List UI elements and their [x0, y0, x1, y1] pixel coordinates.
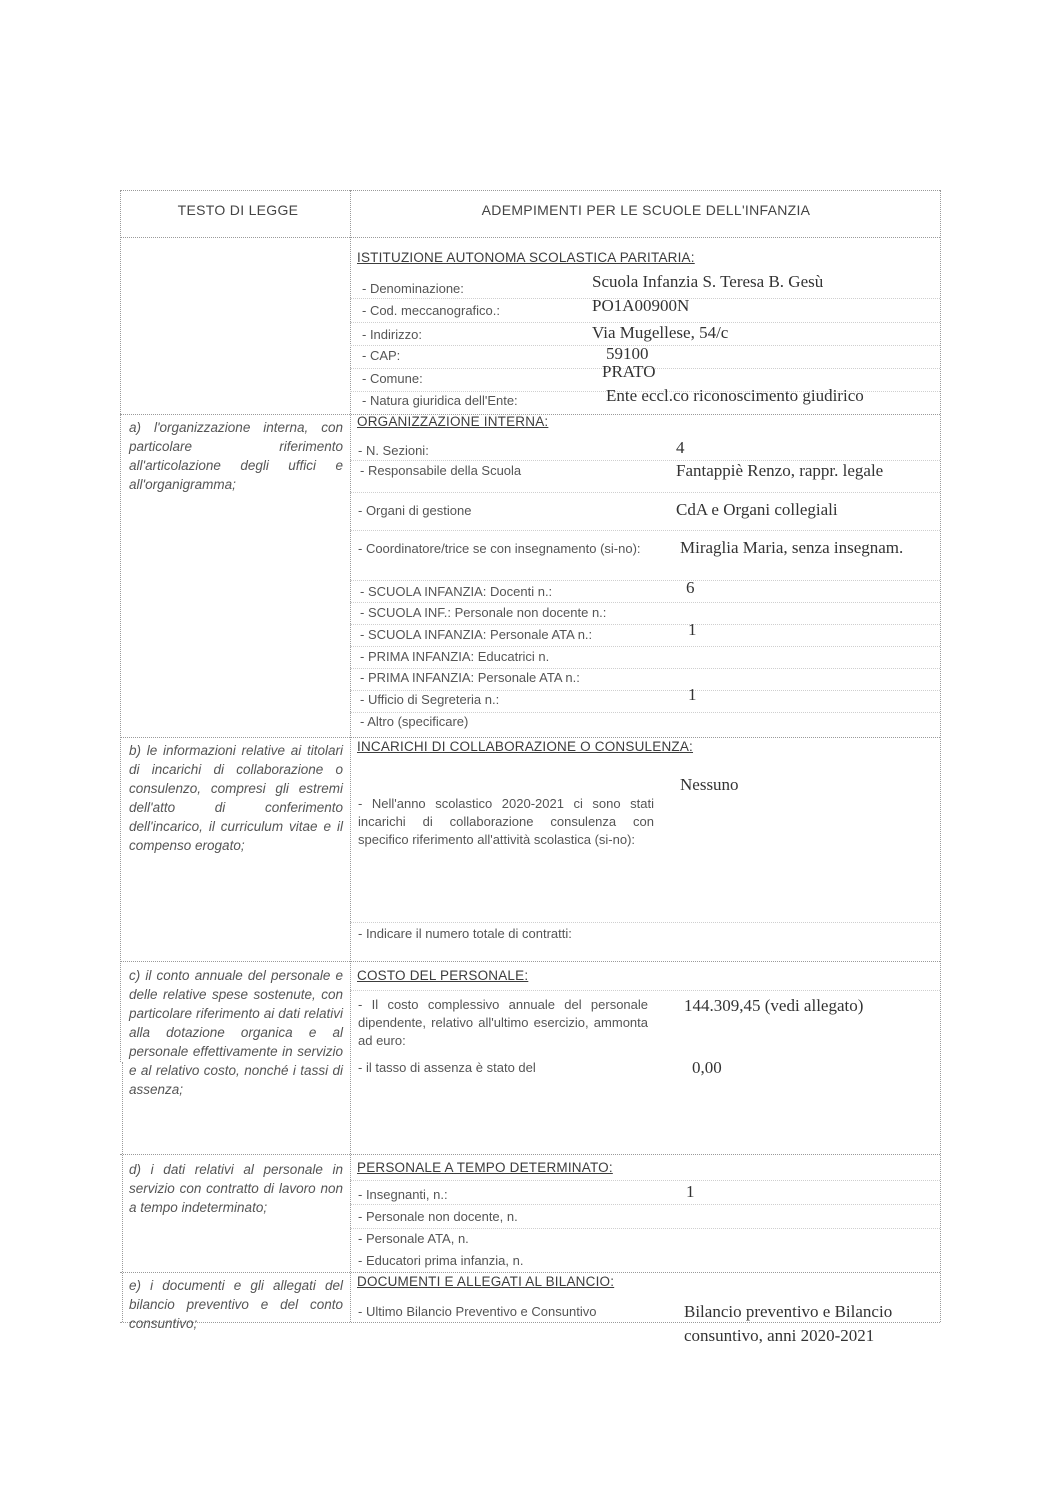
field-value: 4	[676, 438, 685, 457]
row-divider-e	[120, 1272, 940, 1273]
field-label: - Insegnanti, n.:	[358, 1187, 448, 1202]
law-text-b: b) le informazioni relative ai titolari di incarichi di collaborazione o consulenzo, compresi gli estremi dell'atto di conferimento dell'incarico, il curriculum vitae e il compenso erogato;	[129, 743, 343, 853]
field-label: - Cod. meccanografico.:	[362, 303, 501, 318]
field-value: PRATO	[602, 362, 656, 381]
sub-row-line	[350, 1204, 940, 1205]
sub-row-line	[350, 690, 940, 691]
field-value: Miraglia Maria, senza insegnam.	[680, 538, 904, 557]
section-title-personale: PERSONALE A TEMPO DETERMINATO:	[357, 1160, 613, 1175]
section-title-organizzazione: ORGANIZZAZIONE INTERNA:	[357, 414, 549, 429]
section-title-istituzione: ISTITUZIONE AUTONOMA SCOLASTICA PARITARIA:	[357, 250, 695, 265]
field-value: Scuola Infanzia S. Teresa B. Gesù	[592, 272, 824, 291]
sub-row-line	[350, 1228, 940, 1229]
field-label: - Organi di gestione	[358, 503, 472, 518]
sub-row-line	[350, 492, 940, 493]
field-label: - Personale ATA, n.	[358, 1231, 469, 1246]
field-label: - Altro (specificare)	[360, 714, 469, 729]
field-label: - Responsabile della Scuola	[360, 463, 522, 478]
sub-row-line	[350, 530, 940, 531]
field-value: 0,00	[692, 1058, 722, 1077]
sub-row-line	[350, 990, 940, 991]
table-border-right	[940, 190, 941, 1322]
sub-row-line	[350, 712, 940, 713]
field-value: 59100	[606, 344, 649, 363]
field-value: Ente eccl.co riconoscimento giudirico	[606, 386, 864, 405]
field-value: Nessuno	[680, 775, 739, 794]
sub-row-line	[350, 602, 940, 603]
field-label: - PRIMA INFANZIA: Educatrici n.	[360, 649, 550, 664]
law-text-d: d) i dati relativi al personale in servizio con contratto di lavoro non a tempo indeterminato;	[129, 1162, 343, 1215]
sub-row-line	[350, 668, 940, 669]
field-label: - SCUOLA INFANZIA: Personale ATA n.:	[360, 627, 593, 642]
field-label: - CAP:	[362, 348, 401, 363]
field-value: 1	[686, 1182, 695, 1201]
table-border-top	[120, 190, 940, 191]
table-border-left-lower	[122, 1062, 123, 1322]
field-label: - Indirizzo:	[362, 327, 422, 342]
law-text-c: c) il conto annuale del personale e delle relative spese sostenute, con particolare riferimento ai dati relativi alla dotazione organica e al personale effettivamente in servizio e al relativo costo, nonché i tassi di assenza;	[129, 968, 343, 1097]
field-label: - Natura giuridica dell'Ente:	[362, 393, 518, 408]
field-label: - SCUOLA INFANZIA: Docenti n.:	[360, 584, 553, 599]
field-value: 1	[688, 620, 697, 639]
field-label: - Il costo complessivo annuale del personale dipendente, relativo all'ultimo esercizio, ammonta ad euro:	[358, 997, 648, 1048]
column-header-obligations: ADEMPIMENTI PER LE SCUOLE DELL'INFANZIA	[481, 202, 811, 218]
field-value: CdA e Organi collegiali	[676, 500, 838, 519]
field-label: - PRIMA INFANZIA: Personale ATA n.:	[360, 670, 580, 685]
field-label: - Indicare il numero totale di contratti:	[358, 926, 572, 941]
field-label: - SCUOLA INF.: Personale non docente n.:	[360, 605, 607, 620]
row-divider-c	[120, 961, 940, 962]
column-divider	[350, 190, 351, 1322]
field-value: PO1A00900N	[592, 296, 690, 315]
field-value: 144.309,45 (vedi allegato)	[684, 996, 864, 1015]
law-text-a: a) l'organizzazione interna, con particolare riferimento all'articolazione degli uffici e all'organigramma;	[129, 420, 343, 492]
field-label: - N. Sezioni:	[358, 443, 429, 458]
section-title-costo: COSTO DEL PERSONALE:	[357, 968, 529, 983]
field-value: Via Mugellese, 54/c	[592, 323, 729, 342]
table-border-left	[120, 190, 121, 1062]
field-value: 1	[688, 685, 697, 704]
section-title-documenti: DOCUMENTI E ALLEGATI AL BILANCIO:	[357, 1274, 615, 1289]
sub-row-line	[350, 580, 940, 581]
section-title-incarichi: INCARICHI DI COLLABORAZIONE O CONSULENZA:	[357, 739, 694, 754]
field-value: 6	[686, 578, 695, 597]
law-text-e: e) i documenti e gli allegati del bilancio preventivo e del conto consuntivo;	[129, 1278, 343, 1331]
field-value: Fantappiè Renzo, rappr. legale	[676, 461, 884, 480]
column-header-law: TESTO DI LEGGE	[177, 202, 299, 218]
header-divider	[120, 237, 940, 238]
sub-row-line	[350, 624, 940, 625]
field-label: - Denominazione:	[362, 281, 464, 296]
field-label: - Ufficio di Segreteria n.:	[360, 692, 500, 707]
field-label: - Ultimo Bilancio Preventivo e Consuntivo	[358, 1304, 597, 1319]
field-label: - Nell'anno scolastico 2020-2021 ci sono stati incarichi di collaborazione consulenza con specifico riferimento all'attività scolastica (si-no):	[358, 796, 654, 847]
sub-row-line	[350, 1180, 940, 1181]
field-label: - Coordinatore/trice se con insegnamento (si-no):	[358, 541, 641, 556]
sub-row-line	[350, 922, 940, 923]
field-label: - il tasso di assenza è stato del	[358, 1060, 536, 1075]
row-divider-b	[120, 737, 940, 738]
field-label: - Personale non docente, n.	[358, 1209, 518, 1224]
field-label: - Educatori prima infanzia, n.	[358, 1253, 524, 1268]
field-label: - Comune:	[362, 371, 423, 386]
row-divider-d	[120, 1154, 940, 1155]
sub-row-line	[350, 646, 940, 647]
field-value: Bilancio preventivo e Bilancio consuntivo, anni 2020-2021	[684, 1302, 893, 1345]
